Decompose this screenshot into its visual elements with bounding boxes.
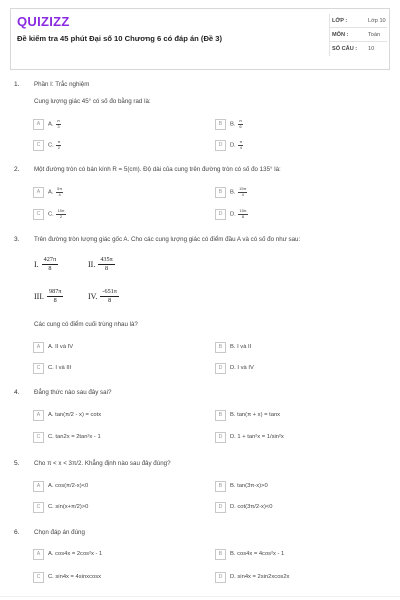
option-letter-box: A: [33, 119, 44, 130]
option-letter-box: C: [33, 432, 44, 443]
meta-table: [329, 14, 387, 56]
option-letter-box: B: [215, 549, 226, 560]
worksheet-title: Đề kiểm tra 45 phút Đại số 10 Chương 6 có đáp án (Đề 3): [17, 34, 223, 43]
question-number-3: 3.: [14, 236, 20, 243]
meta-row-class: LỚP : Lớp 10: [330, 14, 387, 28]
meta-row-count: SỐ CÂU : 10: [332, 46, 375, 52]
page-bottom-divider: [0, 596, 400, 597]
q5-option-b[interactable]: B B. tan(3π-x)>0: [215, 480, 268, 492]
q5-option-d[interactable]: D D. cot(3π/2-x)<0: [215, 501, 273, 513]
q3-option-b[interactable]: B B. I và II: [215, 341, 251, 353]
option-letter-box: B: [215, 342, 226, 353]
quizizz-logo: QUIZIZZ: [17, 14, 70, 29]
question-text-5: Cho π < x < 3π/2. Khẳng định nào sau đây đúng?: [34, 460, 171, 467]
option-letter-box: C: [33, 502, 44, 513]
option-letter-box: D: [215, 209, 226, 220]
q1-option-d[interactable]: D D. $\frac{\pi}{4}$: [215, 139, 244, 151]
option-letter-box: A: [33, 549, 44, 560]
angle-item-4: IV. -651π 8: [88, 288, 117, 304]
section-title: Phần I: Trắc nghiệm: [34, 81, 90, 88]
q1-option-c[interactable]: C C. $\frac{\pi}{2}$: [33, 139, 62, 151]
question-number-6: 6.: [14, 529, 20, 536]
option-letter-box: D: [215, 502, 226, 513]
q6-option-d[interactable]: D D. sin4x = 2sin2xcos2x: [215, 571, 289, 583]
option-letter-box: D: [215, 140, 226, 151]
q2-option-b[interactable]: B B. $\frac{15\pi}{4}$: [215, 186, 248, 198]
question-text-2: Một đường tròn có bán kính R = 5(cm). Độ dài của cung trên đường tròn có số đo 135° là:: [34, 166, 281, 173]
q1-option-b[interactable]: B B. $\frac{\pi}{6}$: [215, 118, 244, 130]
q1-option-a[interactable]: A A. $\frac{\pi}{3}$: [33, 118, 62, 130]
question-text-4: Đẳng thức nào sau đây sai?: [34, 389, 112, 396]
question-text-3: Trên đường tròn lượng giác gốc A. Cho các cung lượng giác có điểm đầu A và có số đo như sau:: [34, 236, 301, 243]
q6-option-a[interactable]: A A. cos4x = 2cos²x - 1: [33, 548, 102, 560]
question-number-5: 5.: [14, 460, 20, 467]
option-letter-box: A: [33, 481, 44, 492]
q4-option-b[interactable]: B B. tan(π + x) = tanx: [215, 409, 280, 421]
q5-option-c[interactable]: C C. sin(x+π/2)>0: [33, 501, 88, 513]
option-letter-box: B: [215, 481, 226, 492]
meta-row-subject: MÔN : Toán: [330, 28, 387, 42]
angle-item-2: II. 435π 8: [88, 256, 113, 272]
q3-option-a[interactable]: A A. II và IV: [33, 341, 73, 353]
q3-option-d[interactable]: D D. I và IV: [215, 362, 254, 374]
angle-item-3: III. 987π 8: [34, 288, 62, 304]
q2-option-a[interactable]: A A. $\frac{5\pi}{4}$: [33, 186, 64, 198]
question-subtext-3: Các cung có điểm cuối trùng nhau là?: [34, 321, 138, 328]
question-number-4: 4.: [14, 389, 20, 396]
question-number-1: 1.: [14, 81, 20, 88]
option-letter-box: A: [33, 410, 44, 421]
worksheet-header: [10, 8, 390, 70]
option-letter-box: C: [33, 572, 44, 583]
option-letter-box: C: [33, 140, 44, 151]
q2-option-d[interactable]: D D. $\frac{15\pi}{8}$: [215, 208, 249, 220]
option-letter-box: B: [215, 410, 226, 421]
angle-item-1: I. 427π 8: [34, 256, 57, 272]
option-letter-box: A: [33, 187, 44, 198]
question-text-6: Chọn đáp án đúng: [34, 529, 85, 536]
option-letter-box: D: [215, 572, 226, 583]
q6-option-c[interactable]: C C. sin4x = 4sinxcosx: [33, 571, 101, 583]
option-letter-box: C: [33, 363, 44, 374]
question-text-1: Cung lượng giác 45° có số đo bằng rad là:: [34, 98, 151, 105]
option-letter-box: D: [215, 363, 226, 374]
q4-option-d[interactable]: D D. 1 + tan²x = 1/sin²x: [215, 431, 284, 443]
q4-option-a[interactable]: A A. tan(π/2 - x) = cotx: [33, 409, 101, 421]
option-letter-box: A: [33, 342, 44, 353]
question-number-2: 2.: [14, 166, 20, 173]
option-letter-box: B: [215, 119, 226, 130]
q6-option-b[interactable]: B B. cos4x = 4cos²x - 1: [215, 548, 284, 560]
option-letter-box: D: [215, 432, 226, 443]
q4-option-c[interactable]: C C. tan2x = 2tan²x - 1: [33, 431, 101, 443]
q2-option-c[interactable]: C C. $\frac{15\pi}{2}$: [33, 208, 67, 220]
option-letter-box: C: [33, 209, 44, 220]
q5-option-a[interactable]: A A. cos(π/2-x)<0: [33, 480, 88, 492]
option-letter-box: B: [215, 187, 226, 198]
q3-option-c[interactable]: C C. I và III: [33, 362, 71, 374]
